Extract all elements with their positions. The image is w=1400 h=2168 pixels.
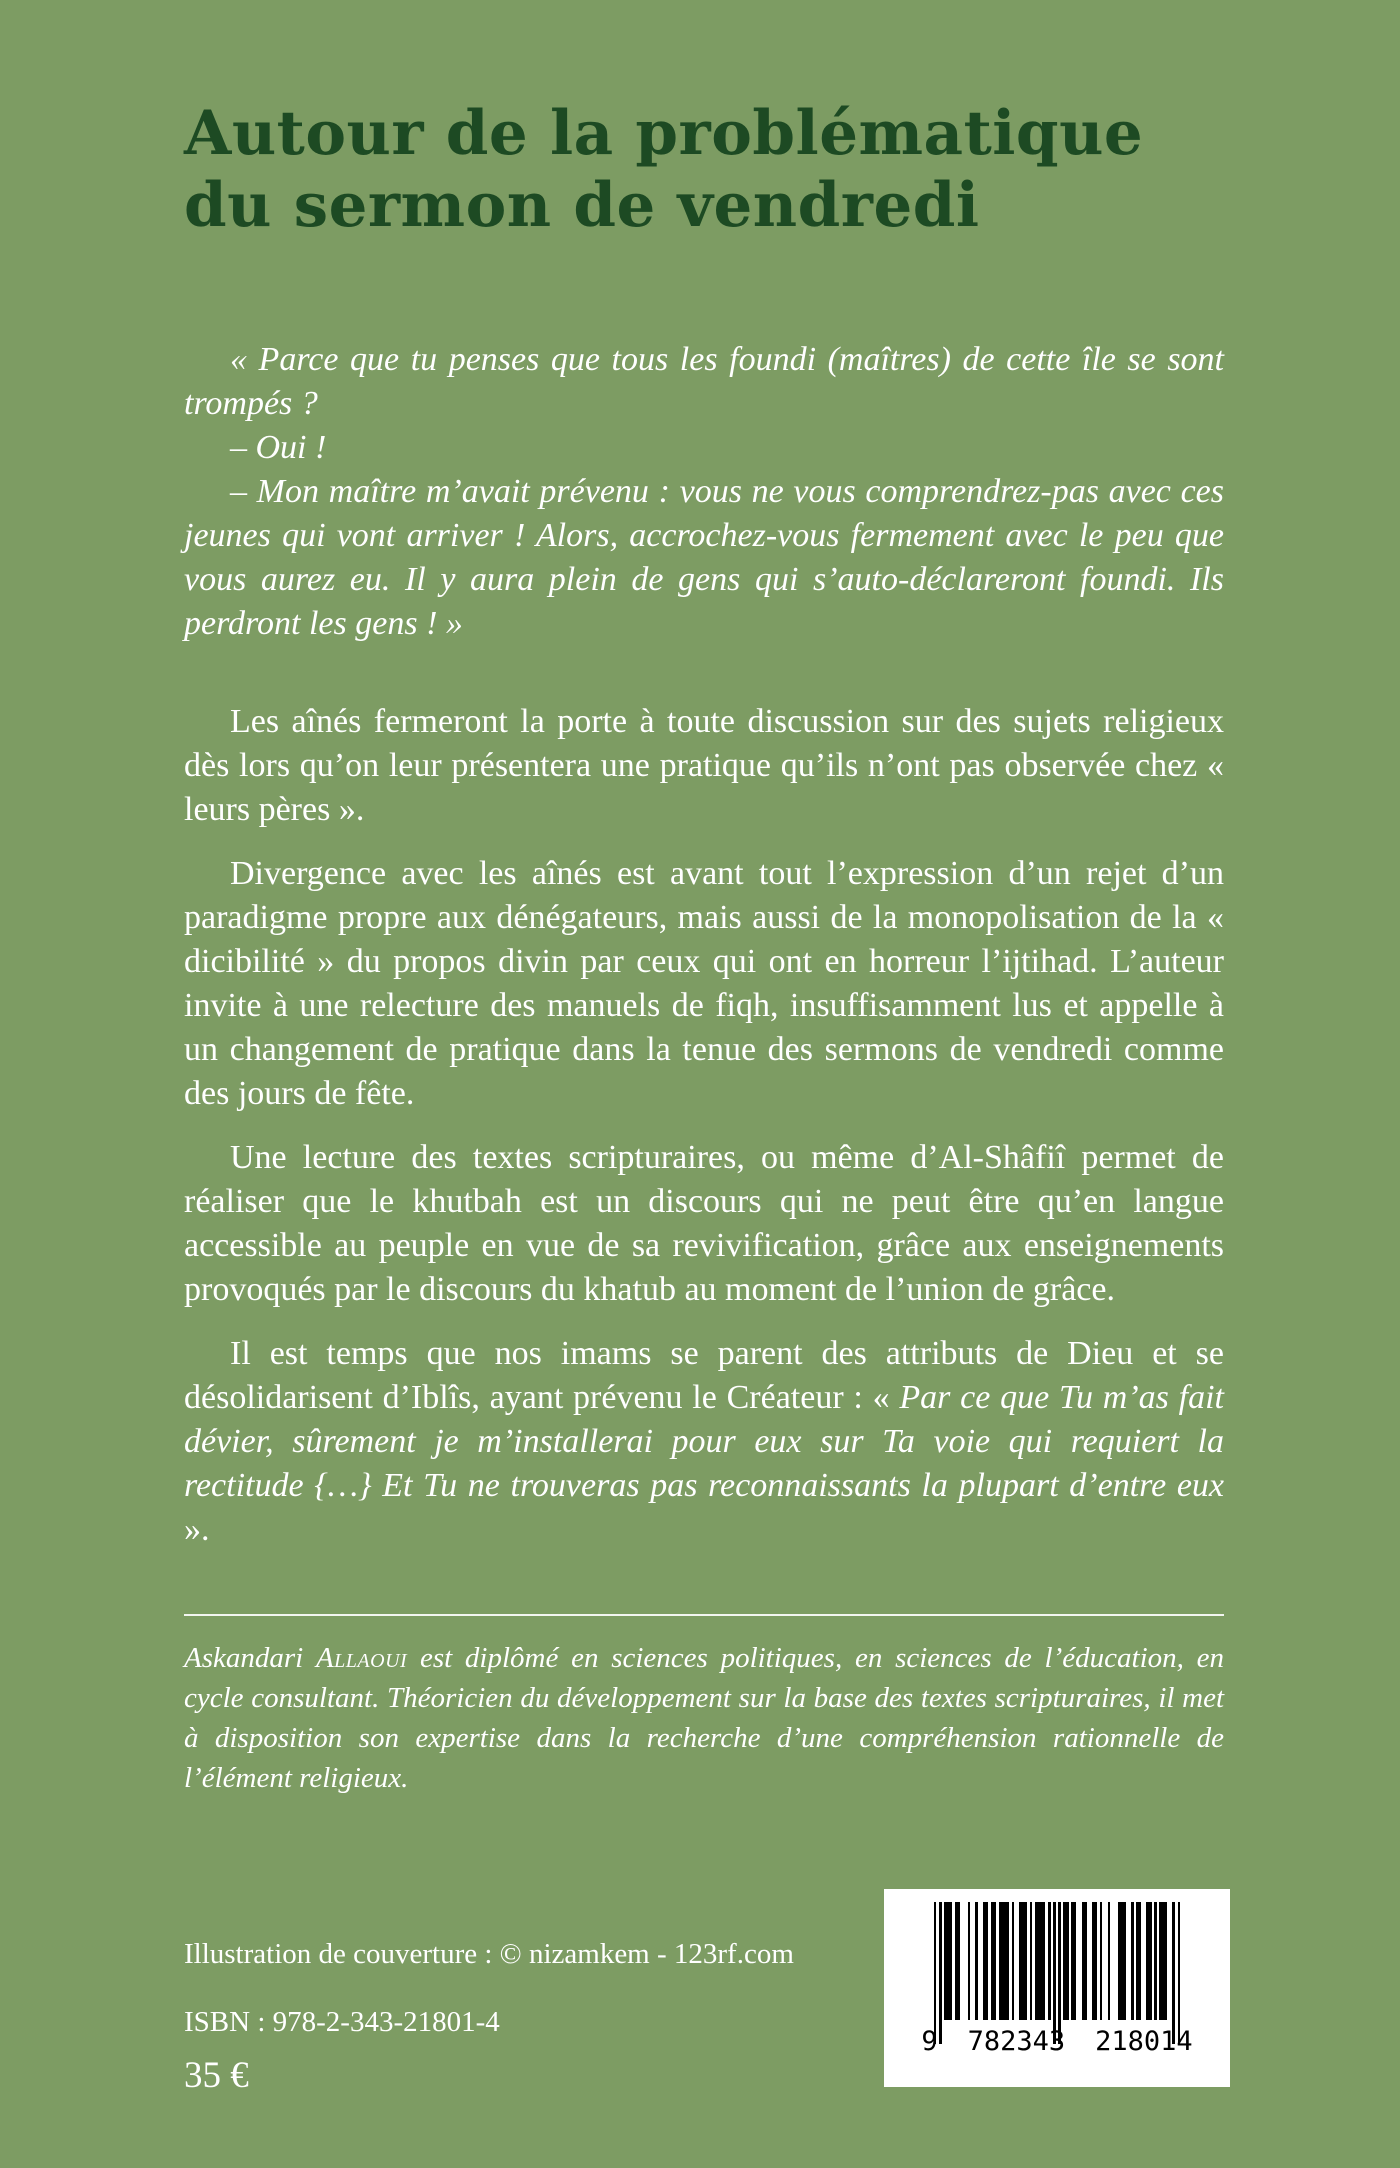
synopsis bbox=[184, 700, 1224, 1552]
isbn: ISBN : 978-2-343-21801-4 bbox=[184, 2006, 500, 2038]
title-line-2: du sermon de vendredi bbox=[184, 169, 980, 241]
price: 35 € bbox=[184, 2055, 249, 2096]
barcode-bars bbox=[884, 1902, 1230, 2044]
barcode-digit-group-2: 782343 bbox=[967, 2026, 1066, 2057]
paragraph4-lead: Il est temps que nos imams se parent des attributs de Dieu et se désolidarisent d’Iblîs, ayant prévenu le Créateur : « bbox=[184, 1334, 1224, 1416]
paragraph4-tail: ». bbox=[184, 1510, 210, 1548]
author-last-name: Allaoui bbox=[315, 1641, 408, 1674]
synopsis-paragraph-2: Divergence avec les aînés est avant tout l’expression d’un rejet d’un paradigme propre aux dénégateurs, mais aussi de la monopolisation de la « dicibilité » du propos divin par ceux qui ont en horreur l’ijtihad. L’auteur invite à une relecture des manuels de fiqh, insuffisamment lus et appelle à un changement de pratique dans la tenue des sermons de vendredi comme des jours de fête. bbox=[184, 854, 1224, 1112]
epigraph-quote bbox=[184, 338, 1224, 646]
barcode-number bbox=[884, 2026, 1230, 2057]
barcode bbox=[884, 1889, 1230, 2087]
illustration-credit: Illustration de couverture : © nizamkem - 123rf.com bbox=[184, 1938, 794, 1970]
title-line-1: Autour de la problématique bbox=[184, 98, 1144, 169]
paragraph4-scripture-quote: Par ce que Tu m’as fait dévier, sûrement je m’installerai pour eux sur Ta voie qui requiert la rectitude {…} Et Tu ne trouveras pas reconnaissants la plupart d’entre eux bbox=[184, 1378, 1224, 1504]
author-bio-text: est diplômé en sciences politiques, en sciences de l’éducation, en cycle consultant. Théoricien du développement sur la base des textes scripturaires, il met à disposition son expertise dans la recherche d’une compréhension rationnelle de l’élément religieux. bbox=[184, 1641, 1224, 1794]
quote-paragraph-3: – Mon maître m’avait prévenu : vous ne vous comprendrez-pas avec ces jeunes qui vont arriver ! Alors, accrochez-vous fermement avec le peu que vous aurez eu. Il y aura plein de gens qui s’auto-déclareront foundi. Ils perdront les gens ! » bbox=[184, 472, 1224, 642]
author-first-name: Askandari bbox=[184, 1641, 316, 1674]
synopsis-paragraph-1: Les aînés fermeront la porte à toute discussion sur des sujets religieux dès lors qu’on leur présentera une pratique qu’ils n’ont pas observée chez « leurs pères ». bbox=[184, 702, 1224, 828]
page-title bbox=[184, 98, 1224, 242]
author-bio bbox=[184, 1638, 1224, 1798]
barcode-digit-group-1: 9 bbox=[921, 2026, 938, 2057]
quote-paragraph-1: « Parce que tu penses que tous les foundi (maîtres) de cette île se sont trompés ? bbox=[184, 340, 1224, 422]
synopsis-paragraph-3: Une lecture des textes scripturaires, ou même d’Al-Shâfiî permet de réaliser que le khutbah est un discours qui ne peut être qu’en langue accessible au peuple en vue de sa revivification, grâce aux enseignements provoqués par le discours du khatub au moment de l’union de grâce. bbox=[184, 1138, 1224, 1308]
barcode-digit-group-3: 218014 bbox=[1095, 2026, 1193, 2057]
quote-paragraph-2: – Oui ! bbox=[230, 428, 327, 466]
bio-divider bbox=[184, 1614, 1224, 1616]
synopsis-paragraph-4 bbox=[184, 1332, 1224, 1552]
